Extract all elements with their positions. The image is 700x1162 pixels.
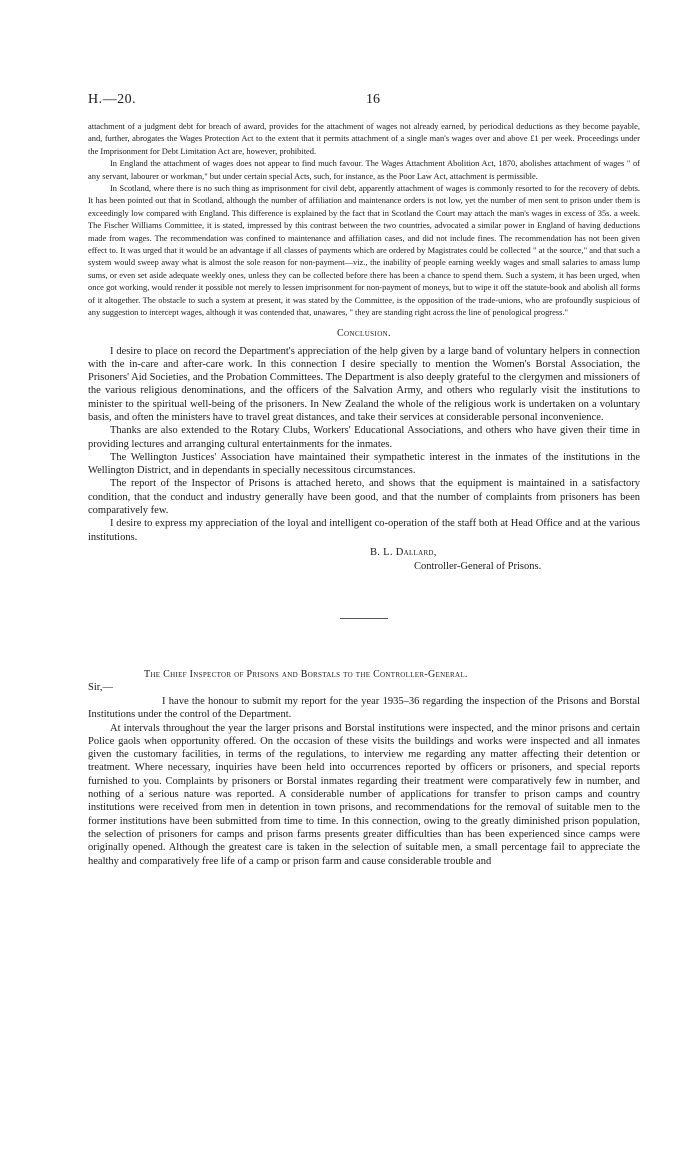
salutation: Sir,— [88, 681, 113, 693]
intro-paragraph: In England the attachment of wages does not appear to find much favour. The Wages Attachment Abolition Act, 1870, abolishes attachment of wages " of any servant, labourer or workman," but under certain special Acts, such, for instance, as the Poor Law Act, attachment is permissible. [88, 158, 640, 181]
conclusion-paragraph: Thanks are also extended to the Rotary Clubs, Workers' Educational Associations, and others who have given their time in providing lectures and arranging cultural entertainments for the inmates. [88, 425, 640, 450]
intro-section [88, 120, 640, 319]
conclusion-paragraph: The Wellington Justices' Association have maintained their sympathetic interest in the inmates of the institutions in the Wellington District, and in dependants in specially necessitous circumstances. [88, 451, 640, 477]
signatory-title: Controller-General of Prisons. [414, 560, 542, 572]
intro-paragraph: In Scotland, where there is no such thing as imprisonment for civil debt, apparently attachment of wages is commonly resorted to for the recovery of debts. It has been pointed out that in Scotland, although the number of affiliation and maintenance orders is not low, yet the number of men sent to prison under them is exceedingly low compared with England. This difference is explained by the fact that in Scotland the Court may attach the man's wages in excess of 35s. a week. The Fischer Williams Committee, it is stated, impressed by this contrast between the two countries, advocated a similar power in England of having deductions made from wages. The recommendation was confined to maintenance and affiliation cases, and did not include fines. The recommendation has not been given effect to. It was urged that it would be an advantage if all classes of payments which are ordered by Magistrates could be collected " at the source," and that such a system would sweep away what is almost the sole reason for non-payment—viz., the inability of people earning weekly wages and small salaries to amass lump sums, or even set aside adequate weekly ones, unless they can be collected before there has been a chance to spend them. Such a system, it has been urged, when once got working, would render it possible not merely to lessen imprisonment for non-payment of moneys, but to wipe it off the statute-book and abolish all forms of it altogether. The obstacle to such a system at present, it was stated by the Committee, is the opposition of the trade-unions, who are profoundly suspicious of any suggestion to intercept wages, although it was contended that, unawares, " they are standing right across the line of penological progress." [88, 183, 640, 318]
page-header [88, 92, 640, 112]
page-body [88, 120, 640, 868]
conclusion-paragraph: I desire to place on record the Department's appreciation of the help given by a large band of voluntary helpers in connection with the in-care and after-care work. In this connection I desire specially to mention the Women's Borstal Association, the Prisoners' Aid Societies, and the Probation Committees. The Department is also deeply grateful to the clergymen and missioners of the various religious denominations, and the officers of the Salvation Army, and others who regularly visit the institutions to minister to the spiritual well-being of the prisoners. In New Zealand the whole of the religious work is undertaken on a voluntary basis, and often the ministers have to travel great distances, and take their services at considerable personal inconvenience. [88, 345, 640, 423]
signatory-name: B. L. Dallard, [370, 546, 437, 558]
intro-paragraph: attachment of a judgment debt for breach of award, provides for the attachment of wages not already earned, by periodical deductions as they become payable, and, further, abrogates the Wages Protection Act to the extent that it permits attachment of a single man's wages over and above £1 per week. Proceedings under the Imprisonment for Debt Limitation Act are, however, prohibited. [88, 121, 640, 156]
report-heading: The Chief Inspector of Prisons and Borstals to the Controller-General. [144, 668, 468, 680]
signature-block [88, 546, 640, 574]
report-paragraph: At intervals throughout the year the larger prisons and Borstal institutions were inspected, and the minor prisons and certain Police gaols when opportunity offered. On the occasion of these visits the buildings and works were inspected and all inmates given the customary facilities, in terms of the regulations, to interview me regarding any matter affecting their detention or treatment. Where necessary, inquiries have been held into occurrences reported by officers or prisoners, and special reports furnished to you. Complaints by prisoners or Borstal inmates regarding their treatment were comparatively few in number, and nothing of a serious nature was reported. A considerable number of applications for transfer to prison camps and country institutions were received from men in detention in town prisons, and recommendations for the removal of suitable men to the former institutions have been submitted from time to time. In this connection, owing to the greatly diminished prison population, the selection of prisoners for camps and prison farms presents greater difficulties than has been experienced since camps were originally opened. Although the greatest care is taken in the selection of suitable men, a small percentage fail to appreciate the healthy and comparatively free life of a camp or prison farm and cause considerable trouble and [88, 722, 640, 867]
conclusion-paragraph: I desire to express my appreciation of the loyal and intelligent co-operation of the staff both at Head Office and at the various institutions. [88, 518, 640, 543]
conclusion-paragraph: The report of the Inspector of Prisons is attached hereto, and shows that the equipment is maintained in a satisfactory condition, that the conduct and industry generally have been good, and that the number of complaints from prisoners has been comparatively few. [88, 478, 640, 517]
inspector-report-section [88, 669, 640, 868]
report-paragraph: I have the honour to submit my report for the year 1935–36 regarding the inspection of the Prisons and Borstal Institutions under the control of the Department. [88, 695, 640, 721]
page-reference: H.—20. [88, 92, 137, 107]
section-divider [340, 618, 388, 619]
conclusion-heading: Conclusion. [336, 327, 391, 339]
conclusion-section [88, 328, 640, 574]
page-number: 16 [366, 92, 380, 107]
